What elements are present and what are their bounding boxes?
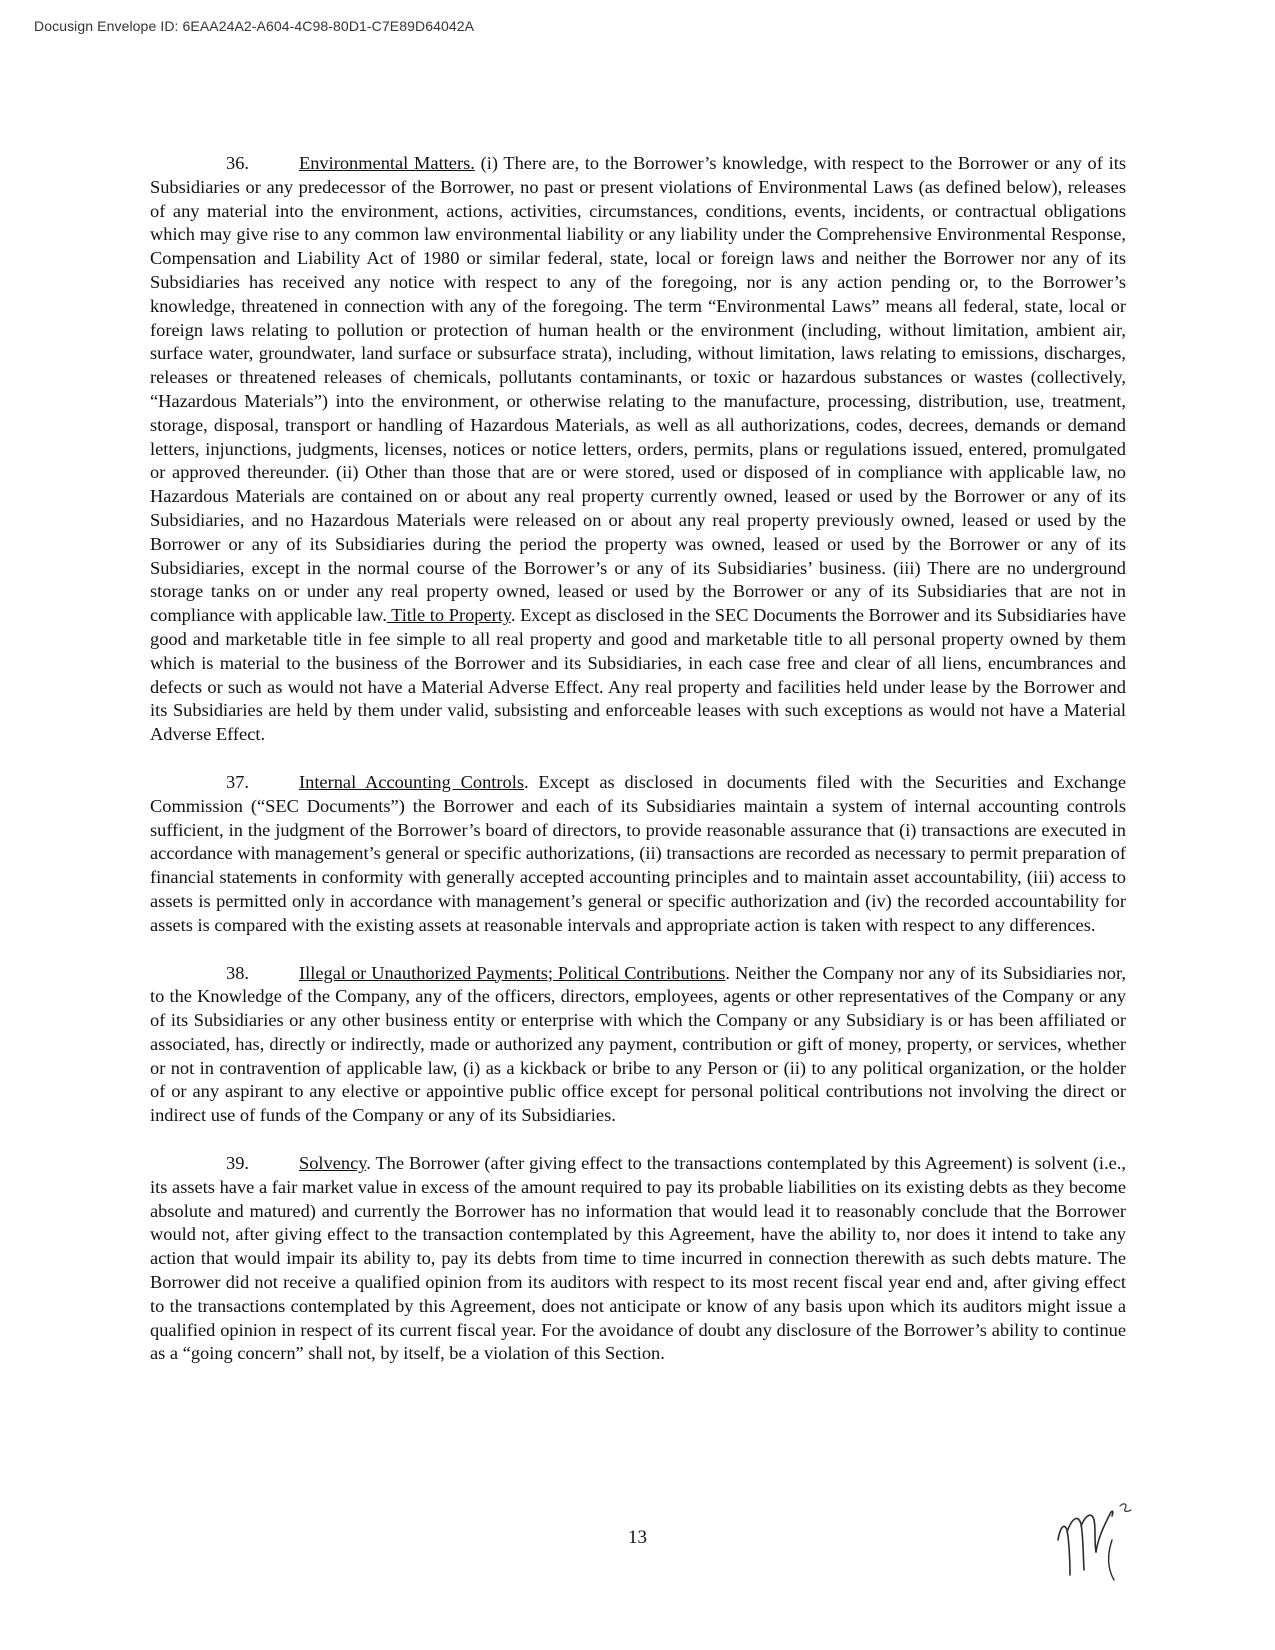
section-number: 37. bbox=[226, 771, 249, 792]
section-text: . Except as disclosed in documents filed with the Securities and Exchange Commission (“SEC Documents”) the Borrower and each of its Subsidiaries maintain a system of internal accounting controls sufficient, in the judgment of the Borrower’s board of directors, to provide reasonable assurance that (i) transactions are executed in accordance with management’s general or specific authorizations, (ii) transactions are recorded as necessary to permit preparation of financial statements in conformity with generally accepted accounting principles and to maintain asset accountability, (iii) access to assets is permitted only in accordance with management’s general or specific authorization and (iv) the recorded accountability for assets is compared with the existing assets at reasonable intervals and appropriate action is taken with respect to any differences. bbox=[150, 771, 1126, 935]
section-heading: Solvency bbox=[299, 1153, 367, 1174]
section-number: 36. bbox=[226, 153, 249, 173]
section-text: . Except as disclosed in the SEC Documents the Borrower and its Subsidiaries have good and marketable title in fee simple to all real property and good and marketable title to all personal property owned by them which is material to the business of the Borrower and its Subsidiaries, in each case free and clear of all liens, encumbrances and defects or such as would not have a Material Adverse Effect. Any real property and facilities held under lease by the Borrower and its Subsidiaries are held by them under valid, subsisting and enforceable leases with such exceptions as would not have a Material Adverse Effect. bbox=[150, 605, 1126, 745]
section-number: 39. bbox=[226, 1153, 249, 1174]
section-heading: Internal Accounting Controls bbox=[299, 771, 524, 792]
section-number: 38. bbox=[226, 962, 249, 983]
handwritten-initials-signature bbox=[1052, 1500, 1142, 1585]
section-text: (i) There are, to the Borrower’s knowledge, with respect to the Borrower or any of its Subsidiaries or any predecessor of the Borrower, no past or present violations of Environmental Laws (as defined below), releases of any material into the environment, actions, activities, circumstances, conditions, events, incidents, or contractual obligations which may give rise to any common law environmental liability or any liability under the Comprehensive Environmental Response, Compensation and Liability Act of 1980 or similar federal, state, local or foreign laws and neither the Borrower nor any of its Subsidiaries has received any notice with respect to any of the foregoing, nor is any action pending or, to the Borrower’s knowledge, threatened in connection with any of the foregoing. The term “Environmental Laws” means all federal, state, local or foreign laws relating to pollution or protection of human health or the environment (including, without limitation, ambient air, surface water, groundwater, land surface or subsurface strata), including, without limitation, laws relating to emissions, discharges, releases or threatened releases of chemicals, pollutants contaminants, or toxic or hazardous substances or wastes (collectively, “Hazardous Materials”) into the environment, or otherwise relating to the manufacture, processing, distribution, use, treatment, storage, disposal, transport or handling of Hazardous Materials, as well as all authorizations, codes, decrees, demands or demand letters, injunctions, judgments, licenses, notices or notice letters, orders, permits, plans or regulations issued, entered, promulgated or approved thereunder. (ii) Other than those that are or were stored, used or disposed of in compliance with applicable law, no Hazardous Materials are contained on or about any real property currently owned, leased or used by the Borrower or any of its Subsidiaries, and no Hazardous Materials were released on or about any real property previously owned, leased or used by the Borrower or any of its Subsidiaries during the period the property was owned, leased or used by the Borrower or any of its Subsidiaries, except in the normal course of the Borrower’s or any of its Subsidiaries’ business. (iii) There are no underground storage tanks on or under any real property owned, leased or used by the Borrower or any of its Subsidiaries that are not in compliance with applicable law. bbox=[150, 153, 1126, 626]
section-text: . Neither the Company nor any of its Subsidiaries nor, to the Knowledge of the Company, any of the officers, directors, employees, agents or other representatives of the Company or any of its Subsidiaries or any other business entity or enterprise with which the Company or any Subsidiary is or has been affiliated or associated, has, directly or indirectly, made or authorized any payment, contribution or gift of money, property, or services, whether or not in contravention of applicable law, (i) as a kickback or bribe to any Person or (ii) to any political organization, or the holder of or any aspirant to any elective or appointive public office except for personal political contributions not involving the direct or indirect use of funds of the Company or any of its Subsidiaries. bbox=[150, 962, 1126, 1126]
section-39-solvency bbox=[150, 1152, 1126, 1366]
section-text: . The Borrower (after giving effect to the transactions contemplated by this Agreement) is solvent (i.e., its assets have a fair market value in excess of the amount required to pay its probable liabilities on its existing debts as they become absolute and matured) and currently the Borrower has no information that would lead it to reasonably conclude that the Borrower would not, after giving effect to the transaction contemplated by this Agreement, have the ability to, nor does it intend to take any action that would impair its ability to, pay its debts from time to time incurred in connection therewith as such debts mature. The Borrower did not receive a qualified opinion from its auditors with respect to its most recent fiscal year end and, after giving effect to the transactions contemplated by this Agreement, does not anticipate or know of any basis upon which its auditors might issue a qualified opinion in respect of its current fiscal year. For the avoidance of doubt any disclosure of the Borrower’s ability to continue as a “going concern” shall not, by itself, be a violation of this Section. bbox=[150, 1153, 1126, 1364]
section-heading: Environmental Matters. bbox=[299, 153, 475, 173]
section-37-internal-accounting-controls bbox=[150, 771, 1126, 938]
section-subheading-title-to-property: Title to Property bbox=[386, 605, 511, 626]
docusign-envelope-id: Docusign Envelope ID: 6EAA24A2-A604-4C98-80D1-C7E89D64042A bbox=[34, 18, 475, 34]
section-36-environmental-matters bbox=[150, 152, 1126, 747]
page-number: 13 bbox=[628, 1527, 647, 1548]
section-heading: Illegal or Unauthorized Payments; Political Contributions bbox=[299, 962, 726, 983]
section-38-illegal-payments bbox=[150, 962, 1126, 1129]
document-body bbox=[150, 152, 1126, 1390]
